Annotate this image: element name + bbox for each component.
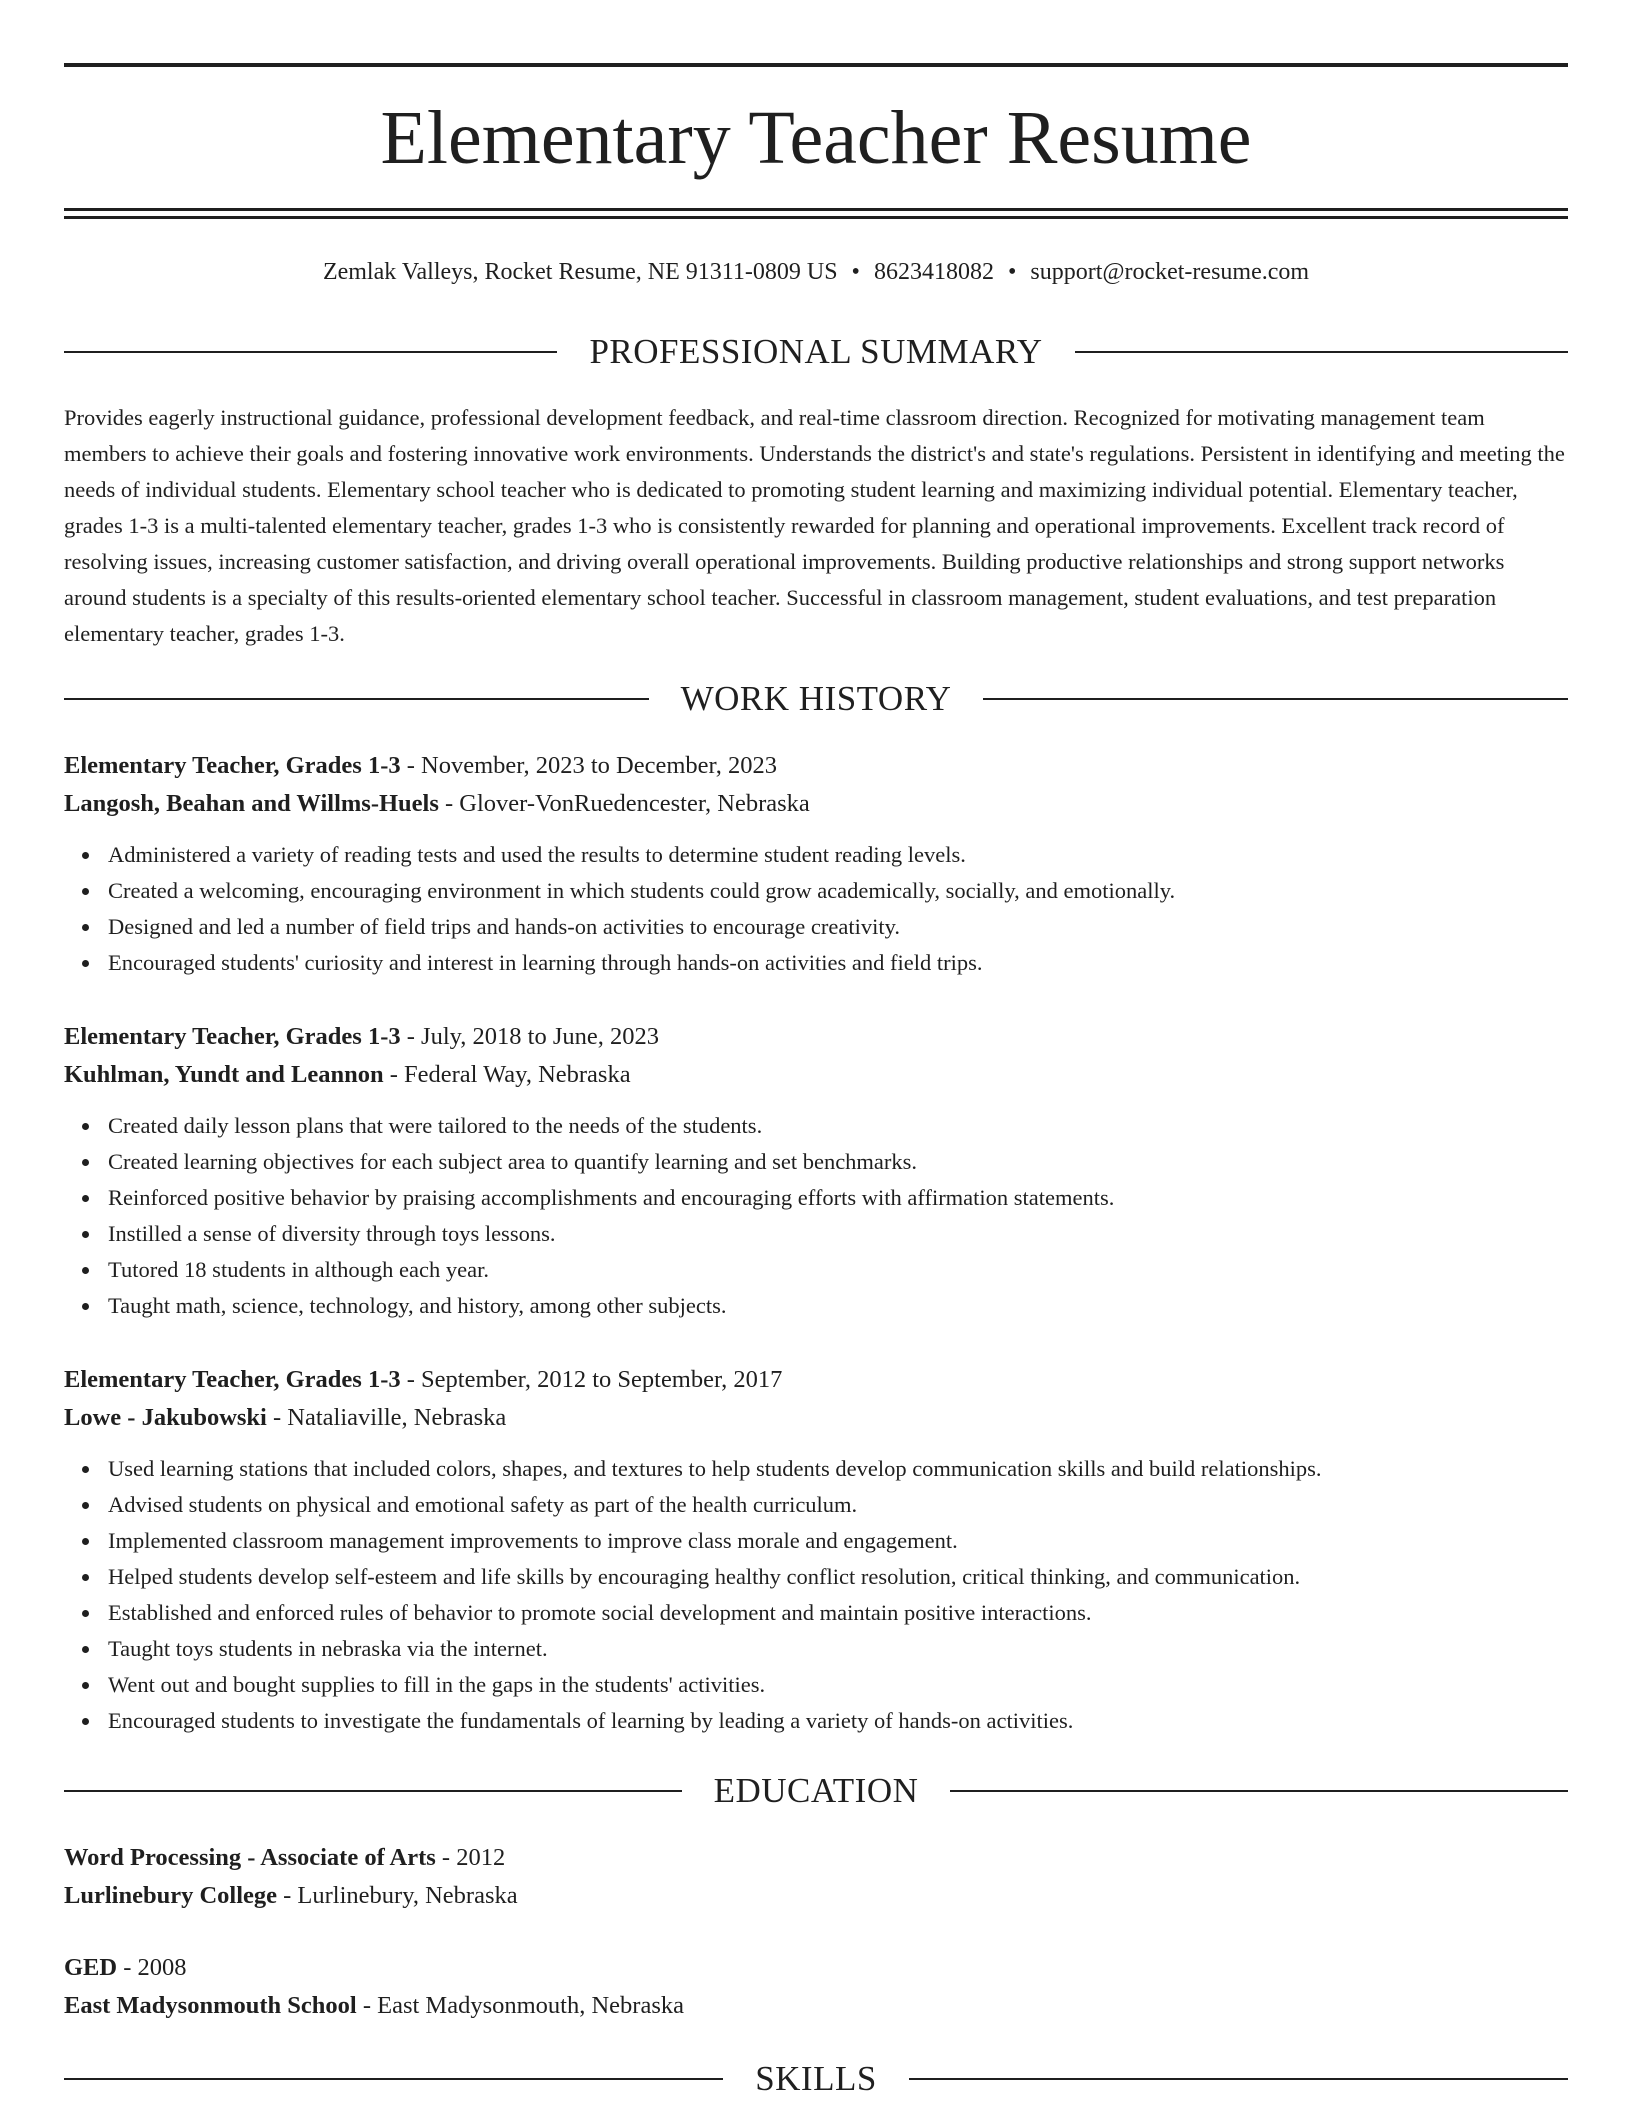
- education-school-line: [64, 1987, 1568, 2025]
- section-heading-education: [64, 1771, 1568, 1811]
- job-title: Elementary Teacher, Grades 1-3: [64, 752, 401, 779]
- education-entry: [64, 1839, 1568, 1915]
- title-bottom-rule-second: [64, 216, 1568, 219]
- job-dates: - November, 2023 to December, 2023: [400, 752, 777, 779]
- job-title-line: [64, 1018, 1568, 1056]
- section-title: EDUCATION: [713, 1771, 919, 1810]
- title-top-rule: [64, 63, 1568, 67]
- job-employer: Kuhlman, Yundt and Leannon: [64, 1061, 384, 1088]
- resume-title: Elementary Teacher Resume: [380, 96, 1252, 180]
- education-degree-line: [64, 1949, 1568, 1987]
- section-rule-left: [64, 2078, 723, 2080]
- education-degree-line: [64, 1839, 1568, 1877]
- job-title-line: [64, 747, 1568, 785]
- job-bullet: Encouraged students to investigate the fundamentals of learning by leading a variety of hands-on activities.: [108, 1703, 1568, 1739]
- section-rule-left: [64, 1790, 682, 1792]
- education-year: - 2008: [117, 1954, 187, 1981]
- job-employer-line: [64, 1056, 1568, 1094]
- education-school-line: [64, 1877, 1568, 1915]
- section-title: SKILLS: [755, 2059, 877, 2098]
- job-dates: - July, 2018 to June, 2023: [400, 1023, 659, 1050]
- job-title: Elementary Teacher, Grades 1-3: [64, 1023, 401, 1050]
- contact-address: Zemlak Valleys, Rocket Resume, NE 91311-0809 US: [322, 259, 838, 285]
- job-bullet: Administered a variety of reading tests and used the results to determine student reading levels.: [108, 837, 1568, 873]
- education-degree: GED: [64, 1954, 118, 1981]
- job-bullets: [64, 837, 1568, 981]
- education-school: East Madysonmouth School: [64, 1992, 357, 2019]
- contact-separator: •: [851, 259, 860, 285]
- section-rule-right: [1075, 351, 1568, 353]
- job-employer: Langosh, Beahan and Willms-Huels: [64, 790, 439, 817]
- job-location: - Federal Way, Nebraska: [383, 1061, 631, 1088]
- job-bullet: Established and enforced rules of behavior to promote social development and maintain positive interactions.: [108, 1595, 1568, 1631]
- summary-paragraph: Provides eagerly instructional guidance, professional development feedback, and real-time classroom direction. Recognized for motivating management team members to achieve their goals and fostering innovative work environments. Understands the district's and state's regulations. Persistent in identifying and meeting the needs of individual students. Elementary school teacher who is dedicated to promoting student learning and maximizing individual potential. Elementary teacher, grades 1-3 is a multi-talented elementary teacher, grades 1-3 who is consistently rewarded for planning and operational improvements. Excellent track record of resolving issues, increasing customer satisfaction, and driving overall operational improvements. Building productive relationships and strong support networks around students is a specialty of this results-oriented elementary school teacher. Successful in classroom management, student evaluations, and test preparation elementary teacher, grades 1-3.: [64, 405, 1565, 646]
- job-bullet: Used learning stations that included colors, shapes, and textures to help students develop communication skills and build relationships.: [108, 1451, 1568, 1487]
- job-bullet: Went out and bought supplies to fill in the gaps in the students' activities.: [108, 1667, 1568, 1703]
- education-year: - 2012: [435, 1844, 506, 1871]
- section-rule-left: [64, 698, 649, 700]
- job-bullet: Created learning objectives for each subject area to quantify learning and set benchmarks.: [108, 1144, 1568, 1180]
- education-entry: [64, 1949, 1568, 2025]
- section-rule-right: [909, 2078, 1568, 2080]
- job-title-line: [64, 1361, 1568, 1399]
- section-title: WORK HISTORY: [680, 679, 952, 718]
- job-bullet: Tutored 18 students in although each year.: [108, 1252, 1568, 1288]
- education-school: Lurlinebury College: [64, 1882, 278, 1909]
- education-degree: Word Processing - Associate of Arts: [64, 1844, 436, 1871]
- section-heading-work: [64, 679, 1568, 719]
- contact-separator: •: [1007, 259, 1017, 285]
- job-bullet: Created daily lesson plans that were tailored to the needs of the students.: [108, 1108, 1568, 1144]
- section-rule-right: [983, 698, 1568, 700]
- job-title: Elementary Teacher, Grades 1-3: [64, 1366, 401, 1393]
- job-employer-line: [64, 785, 1568, 823]
- job-bullet: Designed and led a number of field trips and hands-on activities to encourage creativity.: [108, 909, 1568, 945]
- education-location: - Lurlinebury, Nebraska: [277, 1882, 518, 1909]
- contact-phone: 8623418082: [873, 259, 994, 285]
- job-employer: Lowe - Jakubowski: [64, 1404, 267, 1431]
- contact-line: [64, 254, 1568, 290]
- job-dates: - September, 2012 to September, 2017: [400, 1366, 783, 1393]
- section-rule-left: [64, 351, 557, 353]
- job-entry: [64, 1361, 1568, 1739]
- job-bullet: Advised students on physical and emotional safety as part of the health curriculum.: [108, 1487, 1568, 1523]
- job-location: - Nataliaville, Nebraska: [266, 1404, 507, 1431]
- section-heading-skills: [64, 2059, 1568, 2099]
- job-bullet: Implemented classroom management improvements to improve class morale and engagement.: [108, 1523, 1568, 1559]
- section-title: PROFESSIONAL SUMMARY: [589, 332, 1043, 371]
- job-bullet: Encouraged students' curiosity and interest in learning through hands-on activities and field trips.: [108, 945, 1568, 981]
- job-entry: [64, 747, 1568, 981]
- section-rule-right: [950, 1790, 1568, 1792]
- job-bullet: Taught toys students in nebraska via the internet.: [108, 1631, 1568, 1667]
- job-bullets: [64, 1451, 1568, 1739]
- job-location: - Glover-VonRuedencester, Nebraska: [438, 790, 810, 817]
- job-bullet: Helped students develop self-esteem and life skills by encouraging healthy conflict resolution, critical thinking, and communication.: [108, 1559, 1568, 1595]
- title-bottom-rule: [64, 208, 1568, 211]
- education-location: - East Madysonmouth, Nebraska: [356, 1992, 684, 2019]
- section-heading-summary: [64, 332, 1568, 372]
- job-bullet: Taught math, science, technology, and history, among other subjects.: [108, 1288, 1568, 1324]
- job-bullet: Instilled a sense of diversity through toys lessons.: [108, 1216, 1568, 1252]
- job-entry: [64, 1018, 1568, 1324]
- job-bullet: Created a welcoming, encouraging environment in which students could grow academically, socially, and emotionally.: [108, 873, 1568, 909]
- contact-email: support@rocket-resume.com: [1030, 259, 1310, 285]
- job-employer-line: [64, 1399, 1568, 1437]
- job-bullets: [64, 1108, 1568, 1324]
- job-bullet: Reinforced positive behavior by praising accomplishments and encouraging efforts with affirmation statements.: [108, 1180, 1568, 1216]
